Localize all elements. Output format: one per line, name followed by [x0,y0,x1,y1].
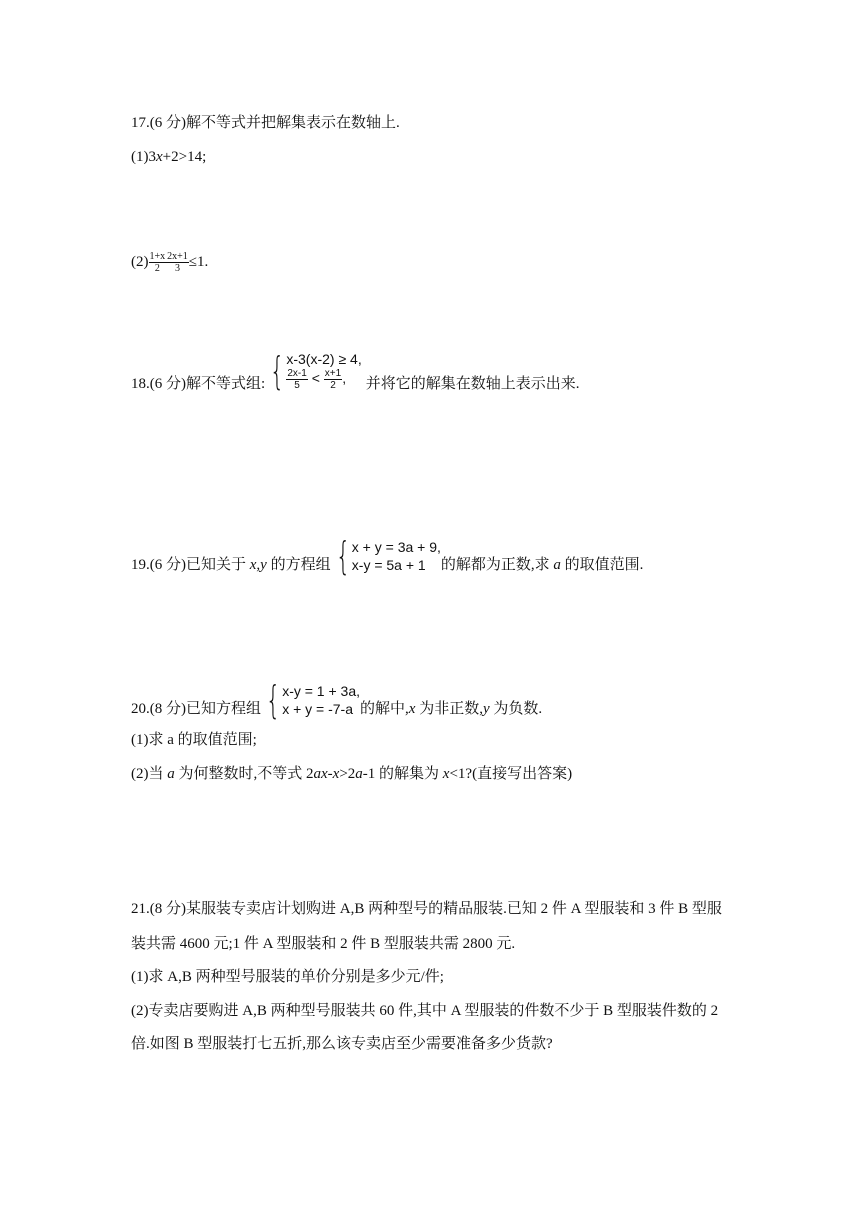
q19-var-a: a [553,557,561,574]
q20-part1: (1)求 a 的取值范围; [131,732,257,748]
q20-p2-c: ax-x [313,766,340,782]
q17-part2 [131,251,208,274]
q20-part2 [131,764,572,784]
q20-var-y: y [482,701,490,718]
left-brace-icon: { [270,348,285,393]
q18-line [131,350,579,391]
q20-p2-e: a [355,766,363,782]
q18-row2 [286,368,361,391]
left-brace-icon: { [335,534,350,578]
q19-row2: x-y = 5a + 1 [351,557,426,573]
q19-system [331,534,441,578]
q17-part1-prefix: (1)3 [131,149,156,165]
q20-suffix1: 的解中, [360,701,409,718]
q19-line [131,534,644,578]
q19-mid: 的方程组 [266,557,331,574]
q17-part2-suffix: ≤1. [188,253,209,270]
q18-fraction-right [324,368,342,391]
q18-comma: , [342,370,347,387]
fraction-numerator: 2x+1 [167,251,188,262]
q18-system [265,350,362,391]
q18-less-than: < [311,370,320,387]
q17-fraction-2 [166,251,189,274]
fraction-denominator: 3 [174,263,180,274]
q20-system [261,678,361,722]
q18-fraction-left [286,368,307,391]
q20-p2-b: 为何整数时,不等式 2 [174,766,314,782]
q21-line4: (2)专卖店要购进 A,B 两种型号服装共 60 件,其中 A 型服装的件数不少于 B 型服装件数的 2 [131,1003,719,1019]
q19-row1: x + y = 3a + 9, [351,539,441,555]
q21-line3: (1)求 A,B 两种型号服装的单价分别是多少元/件; [131,969,444,985]
q20-var-x: x [408,701,416,718]
q20-p2-var-a: a [167,766,175,782]
fraction-denominator: 2 [154,263,160,274]
q21-line5: 倍.如图 B 型服装打七五折,那么该专卖店至少需要准备多少货款? [131,1036,553,1052]
q17-part1 [131,147,206,167]
q18-suffix: 并将它的解集在数轴上表示出来. [365,375,580,392]
q19-system-rows [352,538,441,574]
q17-part1-suffix: +2>14; [162,149,207,165]
q19-suffix1: 的解都为正数,求 [440,557,554,574]
q20-row1: x-y = 1 + 3a, [282,683,361,699]
fraction-denominator: 5 [294,380,300,391]
q20-prefix: 20.(8 分)已知方程组 [131,701,261,718]
q18-system-rows [286,350,361,391]
q20-system-rows [282,682,360,718]
fraction-denominator: 2 [330,380,336,391]
q20-suffix2: 为非正数, [415,701,483,718]
q20-p2-d: >2 [339,766,356,782]
left-brace-icon: { [265,678,281,722]
q20-row2: x + y = -7-a [282,701,353,717]
q18-row1: x-3(x-2) ≥ 4, [286,351,362,367]
q17-part2-prefix: (2) [131,253,149,270]
q19-vars: x,y [249,557,267,574]
q17-title: 17.(6 分)解不等式并把解集表示在数轴上. [131,115,400,131]
q21-line1: 21.(8 分)某服装专卖店计划购进 A,B 两种型号的精品服装.已知 2 件 A 型服装和 3 件 B 型服 [131,901,722,917]
q20-p2-g: x [442,766,450,782]
q18-prefix: 18.(6 分)解不等式组: [131,375,266,392]
q19-suffix2: 的取值范围. [560,557,644,574]
q17-fraction-1 [149,251,167,274]
q20-suffix3: 为负数. [489,701,543,718]
fraction-numerator: 2x-1 [287,368,307,379]
q20-p2-a: (2)当 [131,766,168,782]
q21-line2: 装共需 4600 元;1 件 A 型服装和 2 件 B 型服装共需 2800 元. [131,936,516,952]
q20-p2-h: <1?(直接写出答案) [449,766,573,782]
q20-line [131,678,543,722]
q19-prefix: 19.(6 分)已知关于 [131,557,250,574]
fraction-numerator: 1+x [149,251,166,262]
q20-p2-f: -1 的解集为 [362,766,443,782]
fraction-numerator: x+1 [324,368,342,379]
q17-part1-var: x [156,149,163,165]
